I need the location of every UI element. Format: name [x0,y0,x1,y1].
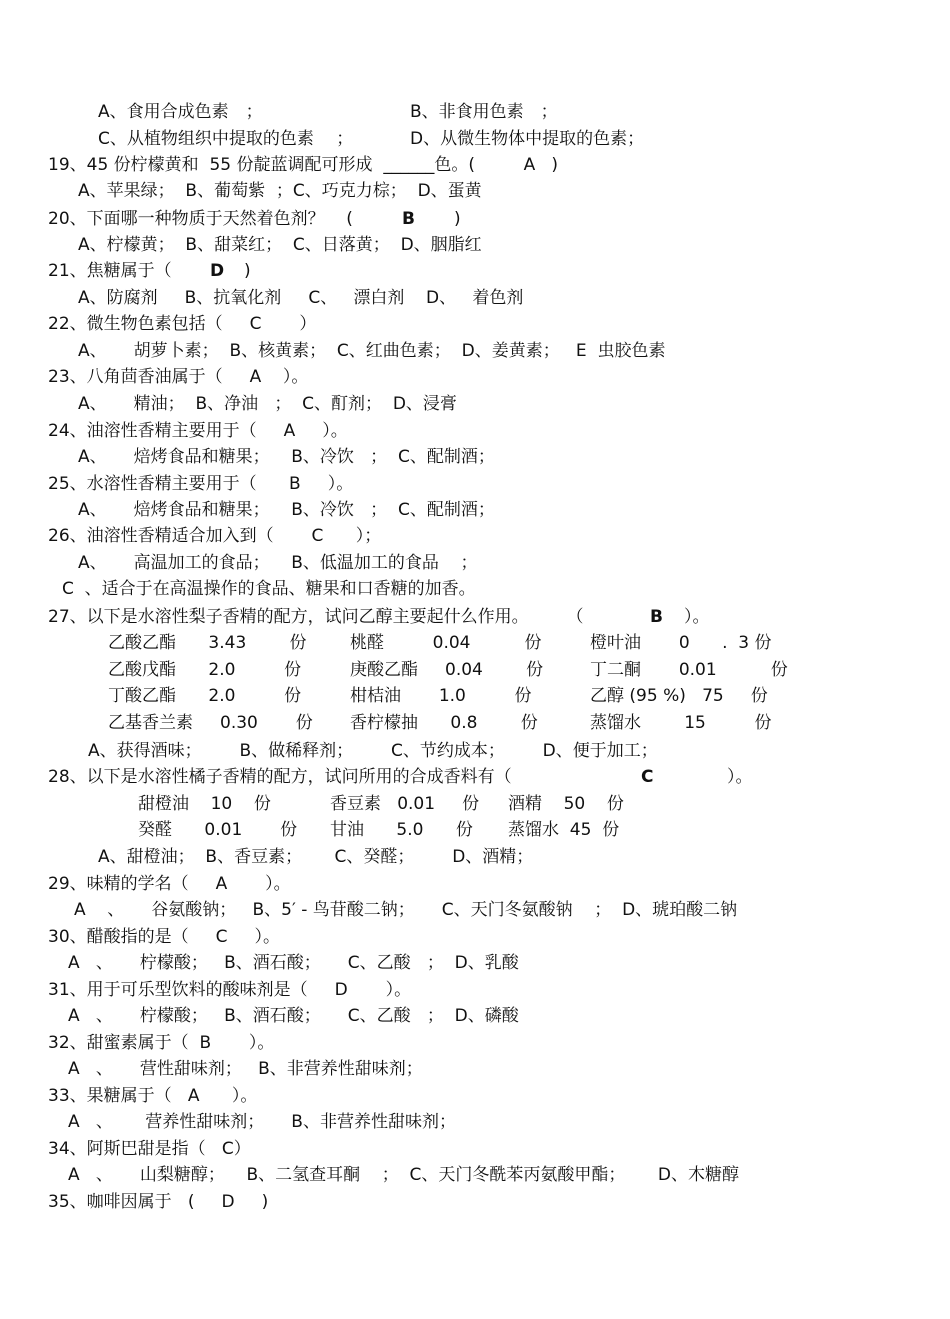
text-line [0,819,950,841]
text-line [0,793,950,815]
text-line [0,128,950,150]
text-segment: 酒精 50 份 [508,794,624,814]
text-line [0,366,950,388]
text-segment: A 、 营养性甜味剂； B、非营养性甜味剂； [68,1112,456,1132]
text-segment: C、从植物组织中提取的色素 ； [98,129,354,149]
text-segment: 乙酸戊酯 2.0 份 [108,660,302,680]
text-segment: 25、水溶性香精主要用于（ B ）。 [48,474,354,494]
text-segment: 21、焦糖属于（ [48,261,205,281]
text-line [0,1164,950,1186]
text-segment: C 、适合于在高温操作的食品、糖果和口香糖的加香。 [62,579,476,599]
text-line [0,926,950,948]
text-segment: ）。 [727,767,753,787]
text-line [0,260,950,282]
text-segment: 35、咖啡因属于 ( D ) [48,1192,269,1212]
text-segment: 乙基香兰素 0.30 份 [108,713,313,733]
text-line [0,1085,950,1107]
text-line [0,552,950,574]
text-segment: 32、甜蜜素属于（ B ）。 [48,1033,275,1053]
text-line [0,393,950,415]
text-segment: 29、味精的学名（ A ）。 [48,874,291,894]
text-segment: 香柠檬抽 0.8 份 [350,713,538,733]
text-line [0,740,950,762]
text-segment: 桃醛 0.04 份 [350,633,542,653]
text-segment: 23、八角茴香油属于（ A ）。 [48,367,309,387]
text-segment: 31、用于可乐型饮料的酸味剂是（ D ）。 [48,980,412,1000]
answer-letter: B [402,209,415,229]
text-line [0,1032,950,1054]
text-segment: D、从微生物体中提取的色素； [410,129,645,149]
text-line [0,979,950,1001]
text-segment: 24、油溶性香精主要用于（ A ）。 [48,421,348,441]
text-segment: A 、 柠檬酸； B、酒石酸； C、乙酸 ； D、磷酸 [68,1006,519,1026]
text-segment: 乙醇 (95 %) 75 份 [590,686,768,706]
text-line [0,208,950,230]
text-segment: A、 胡萝卜素； B、核黄素； C、红曲色素； D、姜黄素； E 虫胶色素 [78,341,666,361]
text-line [0,1111,950,1133]
text-segment: 蒸馏水 45 份 [508,820,620,840]
text-segment: 33、果糖属于（ A ）。 [48,1086,258,1106]
text-line [0,420,950,442]
text-segment: B、非食用色素 ； [410,102,558,122]
text-segment: ) [244,261,251,281]
text-line [0,525,950,547]
text-segment: 蒸馏水 15 份 [590,713,772,733]
text-segment: 20、下面哪一种物质于天然着色剂？ ( [48,209,375,229]
text-segment: A、防腐剂 B、抗氧化剂 C、 漂白剂 D、 着色剂 [78,288,524,308]
text-line [0,606,950,628]
text-segment: A、苹果绿； B、葡萄紫 ；C、巧克力棕； D、蛋黄 [78,181,482,201]
text-line [0,1138,950,1160]
text-segment: 22、微生物色素包括（ C ） [48,314,317,334]
text-line [0,873,950,895]
text-line [0,473,950,495]
text-line [0,1005,950,1027]
text-segment: 柑桔油 1.0 份 [350,686,532,706]
text-segment: 香豆素 0.01 份 [330,794,480,814]
text-segment: A、获得酒味； B、做稀释剂； C、节约成本； D、便于加工； [88,741,658,761]
text-segment: ）。 [684,607,710,627]
answer-letter: C [641,767,654,787]
text-line [0,287,950,309]
text-line [0,499,950,521]
text-line [0,899,950,921]
text-segment: 橙叶油 0 . 3 份 [590,633,772,653]
text-line [0,766,950,788]
text-segment: 28、以下是水溶性橘子香精的配方，试问所用的合成香料有（ [48,767,523,787]
text-line [0,632,950,654]
text-segment: 甜橙油 10 份 [138,794,271,814]
text-line [0,578,950,600]
text-segment: A 、 山梨糖醇； B、二氢查耳酮 ； C、天门冬酰苯丙氨酸甲酯； D、木糖醇 [68,1165,739,1185]
text-line [0,340,950,362]
text-segment: A、柠檬黄； B、甜菜红； C、日落黄； D、胭脂红 [78,235,482,255]
text-line [0,180,950,202]
text-line [0,712,950,734]
text-line [0,1058,950,1080]
text-segment: A、 精油； B、净油 ； C、酊剂； D、浸膏 [78,394,457,414]
text-line [0,234,950,256]
text-segment: 甘油 5.0 份 [330,820,473,840]
text-segment: A、 高温加工的食品； B、低温加工的食品 ； [78,553,478,573]
answer-letter: B [650,607,663,627]
text-line [0,101,950,123]
text-segment: 庚酸乙酯 0.04 份 [350,660,544,680]
text-line [0,685,950,707]
text-segment: 乙酸乙酯 3.43 份 [108,633,307,653]
text-line [0,659,950,681]
text-segment: A 、 柠檬酸； B、酒石酸； C、乙酸 ； D、乳酸 [68,953,519,973]
text-segment: 丁酸乙酯 2.0 份 [108,686,302,706]
text-line [0,846,950,868]
text-segment: A 、 营性甜味剂； B、非营养性甜味剂； [68,1059,423,1079]
answer-letter: D [210,261,225,281]
text-line [0,313,950,335]
text-segment: A、 焙烤食品和糖果； B、冷饮 ； C、配制酒； [78,500,495,520]
text-segment: A、甜橙油； B、香豆素； C、癸醛； D、酒精； [98,847,534,867]
text-segment: 19、45 份柠檬黄和 55 份靛蓝调配可形成 ______色。( A ) [48,155,559,175]
text-segment: 30、醋酸指的是（ C ）。 [48,927,281,947]
text-segment: A、 焙烤食品和糖果； B、冷饮 ； C、配制酒； [78,447,495,467]
text-segment: 26、油溶性香精适合加入到（ C ）； [48,526,382,546]
text-segment: A 、 谷氨酸钠； B、5′ - 鸟苷酸二钠； C、天门冬氨酸钠 ； D、琥珀酸二钠 [74,900,738,920]
text-segment: ) [454,209,461,229]
text-segment: 丁二酮 0.01 份 [590,660,788,680]
text-segment: 癸醛 0.01 份 [138,820,298,840]
text-line [0,446,950,468]
text-segment: 34、阿斯巴甜是指（ C） [48,1139,251,1159]
text-segment: A、食用合成色素 ； [98,102,263,122]
text-segment: 27、以下是水溶性梨子香精的配方，试问乙醇主要起什么作用。 （ [48,607,606,627]
text-line [0,1191,950,1213]
text-line [0,154,950,176]
text-line [0,952,950,974]
